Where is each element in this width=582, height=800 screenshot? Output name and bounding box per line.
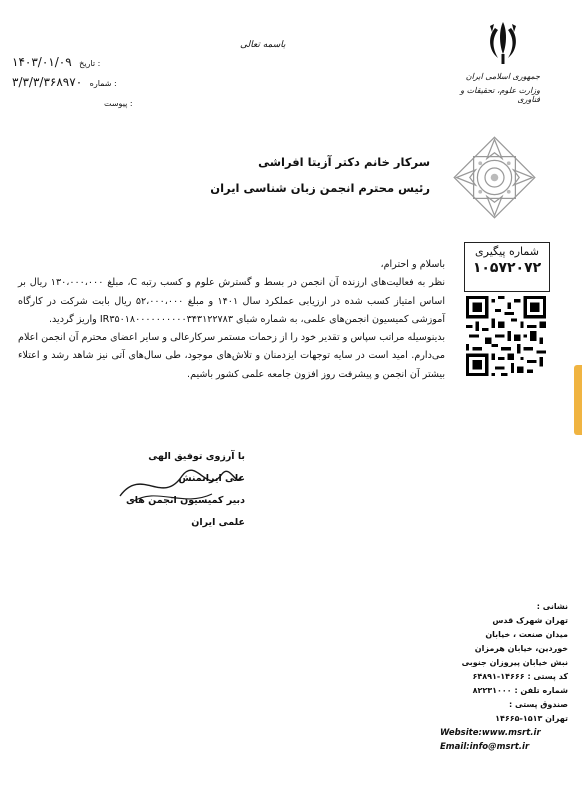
org-line-1: جمهوری اسلامی ایران xyxy=(465,72,540,81)
date-label: تاریخ : xyxy=(79,59,101,68)
greeting: باسلام و احترام، xyxy=(380,259,445,270)
address-heading: نشانی : xyxy=(536,602,568,611)
recipient-title: رئیس محترم انجمن زبان شناسی ایران xyxy=(210,181,430,195)
body-paragraph-2: بدینوسیله مراتب سپاس و تقدیر خود را از زحمات مستمر سرکارعالی و سایر اعضای محترم آن انجمن اعلام می‌دارم. امید است در سایه توجهات ایزدمنان و تلاش‌های موجود، طی سال‌های آتی نیز شاهد رشد و اعتلاء بیشتر آن انجمن و پیشرفت روز افزون جامعه علمی کشور باشیم. xyxy=(18,332,445,380)
body-paragraph-1: نظر به فعالیت‌های ارزنده آن انجمن در بسط و گسترش علوم و کسب رتبه C، مبلغ ۱۳۰،۰۰۰،۰۰۰ ریال بر اساس امتیاز کسب شده در ارزیابی عملکرد سال ۱۴۰۱ و مبلغ ۵۲،۰۰۰،۰۰۰ ریال بابت شرکت در کارگاه آموزشی کمیسیون انجمن‌های علمی، به شماره شبای IR۳۵۰۱۸۰۰۰۰۰۰۰۰۰۰۳۴۳۱۲۲۷۸۳ واریز گردید. xyxy=(18,277,445,325)
iran-emblem-icon xyxy=(468,18,538,70)
address-line-2: میدان صنعت ، خیابان xyxy=(485,630,568,639)
number-row xyxy=(12,75,117,89)
recipient-block xyxy=(130,155,430,207)
address-line-3: خوردین، خیابان هرمزان xyxy=(474,644,568,653)
date-row xyxy=(12,55,100,69)
address-line-1: تهران شهرک قدس xyxy=(492,616,568,625)
phone-number: شماره تلفن : ۸۲۲۳۱۰۰۰ xyxy=(472,686,568,695)
number-label: شماره : xyxy=(89,79,117,88)
letter-body xyxy=(18,256,445,384)
signature-closing: با آرزوی توفیق الهی xyxy=(148,451,245,462)
tracking-number: ۱۰۵۷۲۰۷۲ xyxy=(472,260,542,276)
po-box-label: صندوق پستی : xyxy=(508,700,568,709)
po-box: تهران ۱۵۱۳-۱۴۶۶۵ xyxy=(495,714,568,723)
recipient-name: سرکار خانم دکتر آزیتا افراشی xyxy=(258,155,430,169)
qr-code xyxy=(466,296,546,376)
email-link[interactable]: Email:info@msrt.ir xyxy=(440,742,530,752)
website-link[interactable]: Website:www.msrt.ir xyxy=(440,728,541,738)
postal-code: کد پستی : ۱۴۶۶۶-۶۴۸۹۱ xyxy=(472,672,568,681)
address-block xyxy=(440,600,568,754)
date-value: ۱۴۰۳/۰۱/۰۹ xyxy=(12,55,72,69)
tracking-label: شماره پیگیری xyxy=(475,245,539,258)
ornament-icon xyxy=(447,130,542,225)
address-line-4: نبش خیابان پیروزان جنوبی xyxy=(461,658,568,667)
signature-block xyxy=(105,446,245,534)
signatory-title: دبیر کمیسیون انجمن های علمی ایران xyxy=(126,495,245,528)
number-value: ۳/۳/۳/۳۶۸۹۷۰ xyxy=(12,75,83,89)
tracking-box xyxy=(464,242,550,292)
side-scroll-tab[interactable] xyxy=(574,365,582,435)
org-line-2: وزارت علوم، تحقیقات و فناوری xyxy=(460,86,540,104)
signatory-name: علی ایرانمنش xyxy=(178,473,245,484)
letter-heading: باسمه تعالی xyxy=(240,40,286,50)
attachment-label: پیوست : xyxy=(104,99,133,108)
attachment-row xyxy=(100,96,133,109)
